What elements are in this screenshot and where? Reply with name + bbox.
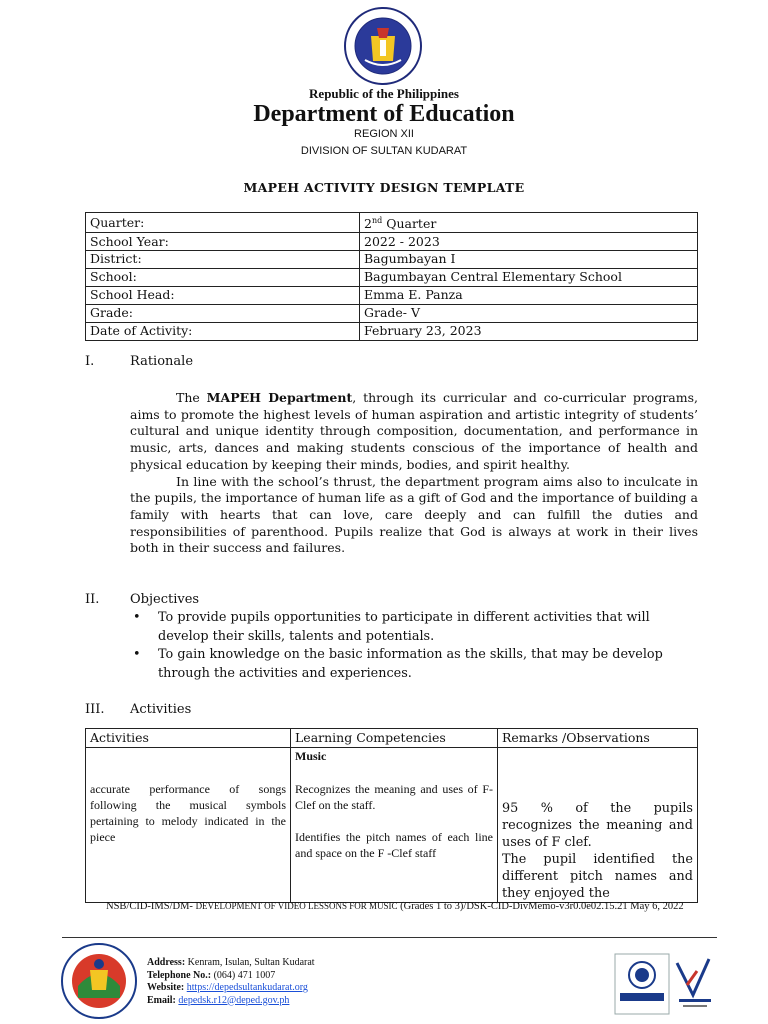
district-label: District: [86,251,360,269]
website-label: Website: [147,982,185,993]
column-header-remarks: Remarks /Observations [498,729,698,748]
republic-heading: Republic of the Philippines [309,86,459,101]
email-line [147,995,315,1008]
school-year-label: School Year: [86,233,360,251]
website-link[interactable]: https://depedsultankudarat.org [186,982,308,993]
list-item [133,609,703,646]
quarter-word: Quarter [382,216,437,232]
grade-value: Grade- V [360,304,698,322]
telephone-label: Telephone No.: [147,969,212,981]
table-row [86,304,698,322]
section-2-title: Objectives [130,592,200,607]
table-row [86,213,698,233]
school-value: Bagumbayan Central Elementary School [360,268,698,286]
school-head-value: Emma E. Panza [360,286,698,304]
address-line [147,957,315,970]
region-label: REGION XII [354,128,414,140]
email-label: Email: [147,994,176,1006]
competency-1: Recognizes the meaning and uses of F-Clef on the staff. [295,782,493,812]
column-header-competencies: Learning Competencies [291,729,498,748]
quarter-suffix: nd [371,216,383,225]
table-row [86,268,698,286]
activity-cell: accurate performance of songs following the musical symbols pertaining to melody indicated in the piece [86,748,291,903]
email-link[interactable]: depedsk.r12@deped.gov.ph [178,994,290,1006]
section-2-number: II. [85,592,100,607]
remarks-cell [498,748,698,903]
grade-label: Grade: [86,304,360,322]
table-row [86,748,698,903]
remark-1: 95 % of the pupils recognizes the meaning and uses of F clef. [502,801,693,850]
socotec-certification-logo [614,953,670,1015]
table-row [86,322,698,340]
school-label: School: [86,268,360,286]
department-heading: Department of Education [253,101,515,127]
quarter-value [360,213,698,233]
rationale-paragraph-1 [130,390,698,474]
school-head-label: School Head: [86,286,360,304]
activities-table [85,728,698,903]
objectives-list [133,609,703,683]
bullet-icon: • [133,610,141,625]
column-header-activities: Activities [86,729,291,748]
address-label: Address: [147,957,186,968]
table-row [86,233,698,251]
website-line [147,982,315,995]
table-row [86,286,698,304]
deped-seal-logo [333,6,433,86]
footnote-ref-a: NSB/CID-IMS/DM- [106,901,196,912]
telephone-value: (064) 471 1007 [211,969,276,981]
competency-cell [291,748,498,903]
footnote-ref-c: (Grades 1 to 3)/DSK-CID-DivMemo-v3r0.0e02.15.21 May 6, 2022 [397,901,684,912]
quarter-number: 2 [364,216,372,232]
rationale-text [130,390,698,557]
section-3-title: Activities [130,702,192,717]
remark-2: The pupil identified the different pitch names and they enjoyed the [502,852,693,901]
subject-label: Music [295,749,327,763]
school-year-value: 2022 - 2023 [360,233,698,251]
rationale-paragraph-2: In line with the school’s thrust, the department program aims also to inculcate in the pupils, the importance of human life as a gift of God and the importance of building a family with hearts that can love, care deeply and can fulfill the duties and responsibilities of parenthood. Pupils realize that God is always at work in their lives both in their success and failures. [130,473,698,556]
rationale-p1-bold: MAPEH Department [206,390,353,405]
document-reference-footnote [106,899,696,914]
activity-info-table [85,212,698,341]
address-value: Kenram, Isulan, Sultan Kudarat [185,957,315,968]
table-header-row [86,729,698,748]
contact-info [147,957,315,1007]
footer-divider [62,937,717,938]
bullet-icon: • [133,647,141,662]
objective-1-text: To provide pupils opportunities to participate in different activities that will develop their skills, talents and potentials. [158,610,650,644]
section-3-number: III. [85,702,105,717]
section-1-title: Rationale [130,354,194,369]
division-label: DIVISION OF SULTAN KUDARAT [300,145,468,157]
district-value: Bagumbayan I [360,251,698,269]
date-value: February 23, 2023 [360,322,698,340]
telephone-line [147,970,315,983]
table-row [86,251,698,269]
date-label: Date of Activity: [86,322,360,340]
document-title: MAPEH ACTIVITY DESIGN TEMPLATE [243,180,525,195]
list-item [133,646,703,683]
iab-accreditation-logo [673,953,717,1015]
objective-2-text: To gain knowledge on the basic information as the skills, that may be develop through the activities and experiences. [158,647,663,681]
footnote-ref-b: DEVELOPMENT OF VIDEO LESSONS FOR MUSIC [195,901,398,911]
quarter-label: Quarter: [86,213,360,233]
competency-2: Identifies the pitch names of each line and space on the F -Clef staff [295,830,493,860]
rationale-p1-pre: The [176,390,207,405]
section-1-number: I. [85,354,95,369]
rationale-p1-rest: , through its curricular and co-curricular programs, aims to promote the highest levels of human aspiration and artistic integrity of students’ cultural and unique identity through composition, documentation, and performance in music, arts, dances and making students conscious of the importance of health and physical education by keeping their minds, bodies, and spirit healthy. [130,390,698,472]
division-seal-logo [60,942,138,1020]
